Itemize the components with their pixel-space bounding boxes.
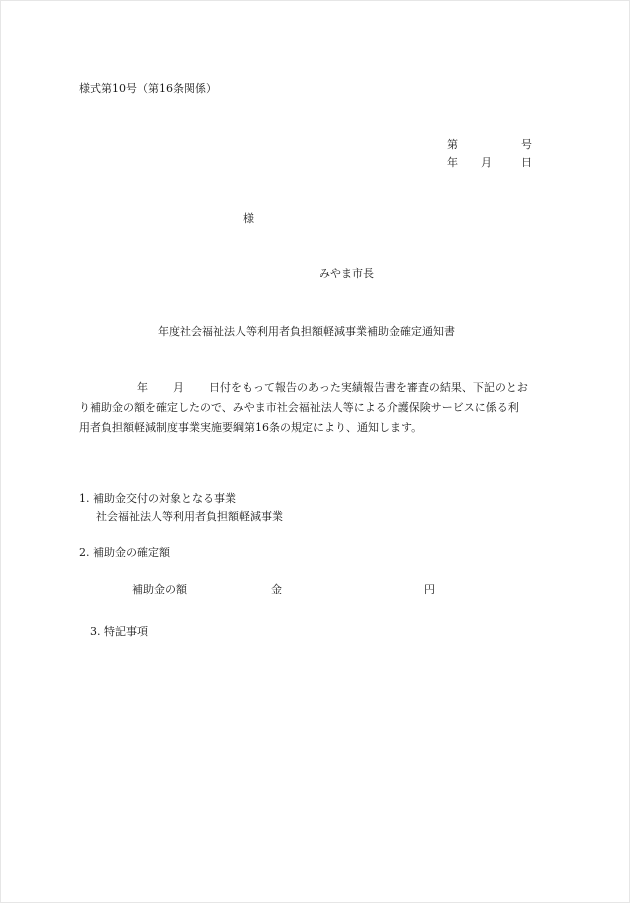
item-3-heading: 3. 特記事項 — [90, 625, 148, 638]
body-line: り補助金の額を確定したので、みやま市社会福祉法人等による介護保険サービスに係る利 — [79, 401, 519, 414]
issue-date-day: 日 — [521, 156, 532, 169]
body-date-year: 年 — [137, 381, 148, 394]
document-title: 年度社会福祉法人等利用者負担額軽減事業補助金確定通知書 — [158, 325, 455, 338]
sender-name: みやま市長 — [319, 267, 374, 280]
document-number-prefix: 第 — [447, 138, 458, 151]
issue-date — [447, 157, 532, 169]
item-2-heading: 2. 補助金の確定額 — [79, 546, 170, 559]
body-paragraph — [79, 378, 614, 438]
body-date-month: 月 — [173, 381, 184, 394]
amount-suffix: 円 — [424, 583, 435, 596]
document-number — [447, 139, 532, 151]
document-number-suffix: 号 — [521, 138, 532, 151]
form-label: 様式第10号（第16条関係） — [79, 82, 217, 95]
body-line — [79, 378, 614, 398]
issue-date-year: 年 — [447, 156, 458, 169]
issue-date-month: 月 — [481, 156, 492, 169]
item-1-value: 社会福祉法人等利用者負担額軽減事業 — [96, 510, 283, 523]
body-line: 用者負担額軽減制度事業実施要綱第16条の規定により、通知します。 — [79, 421, 423, 434]
amount-prefix: 金 — [271, 583, 282, 596]
item-1-heading: 1. 補助金交付の対象となる事業 — [79, 492, 236, 505]
amount-label: 補助金の額 — [132, 583, 187, 596]
body-line-text: 日付をもって報告のあった実績報告書を審査の結果、下記のとお — [209, 381, 528, 394]
recipient-honorific: 様 — [243, 212, 254, 225]
